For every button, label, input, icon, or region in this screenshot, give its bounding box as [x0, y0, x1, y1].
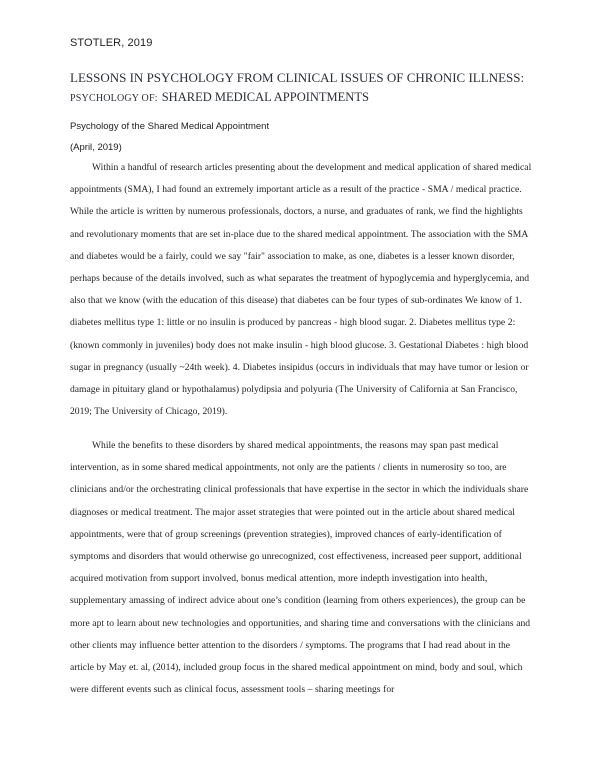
running-header: STOTLER, 2019	[70, 37, 153, 49]
document-subtitle	[70, 88, 550, 106]
subtitle-prefix: PSYCHOLOGY OF:	[70, 93, 158, 104]
subtitle-main: SHARED MEDICAL APPOINTMENTS	[161, 90, 369, 104]
section-heading	[70, 121, 269, 132]
document-title: LESSONS IN PSYCHOLOGY FROM CLINICAL ISSUES OF CHRONIC ILLNESS:	[70, 70, 525, 85]
section-heading-link: Shared Medical Appointment	[147, 121, 270, 132]
section-heading-prefix: Psychology of the	[70, 121, 145, 132]
body-paragraph-2: While the benefits to these disorders by shared medical appointments, the reasons may span past medical intervention, as in some shared medical appointments, not only are the patients / clients in numerosity so too, are clinicians and/or the orchestrating clinical professionals that have expertise in the sector in which the individuals share diagnoses or medical treatment. The major asset strategies that were pointed out in the article about shared medical appointments, were that of group screenings (prevention strategies), improved chances of early-identification of symptoms and disorders that would otherwise go unrecognized, cost effectiveness, increased peer support, additional acquired motivation from support involved, bonus medical attention, more indepth investigation into health, supplementary amassing of indirect advice about one’s condition (learning from others experiences), the group can be more apt to learn about new technologies and opportunities, and sharing time and conversations with the clinicians and other clients may influence better attention to the disorders / symptoms. The programs that I had read about in the article by May et. al, (2014), included group focus in the shared medical appointment on mind, body and soul, which were different events such as clinical focus, assessment tools – sharing meetings for	[70, 440, 531, 696]
document-date: (April, 2019)	[70, 142, 122, 153]
body-paragraph-1: Within a handful of research articles presenting about the development and medical application of shared medical appointments (SMA), I had found an extremely important article as a result of the practice - SMA / medical practice. While the article is written by numerous professionals, doctors, a nurse, and graduates of rank, we find the highlights and revolutionary moments that are set in-place due to the shared medical appointment. The association with the SMA and diabetes would be a fairly, could we say "fair" association to make, as one, diabetes is a lesser known disorder, perhaps because of the details involved, such as what separates the treatment of hypoglycemia and hyperglycemia, and also that we know (with the education of this disease) that diabetes can be four types of sub-ordinates We know of 1. diabetes mellitus type 1: little or no insulin is produced by pancreas - high blood sugar. 2. Diabetes mellitus type 2: (known commonly in juveniles) body does not make insulin - high blood glucose. 3. Gestational Diabetes : high blood sugar in pregnancy (usually ~24th week). 4. Diabetes insipidus (occurs in individuals that may have tumor or lesion or damage in pituitary gland or hypothalamus) polydipsia and polyuria (The University of California at San Francisco, 2019; The University of Chicago, 2019).	[70, 162, 532, 418]
